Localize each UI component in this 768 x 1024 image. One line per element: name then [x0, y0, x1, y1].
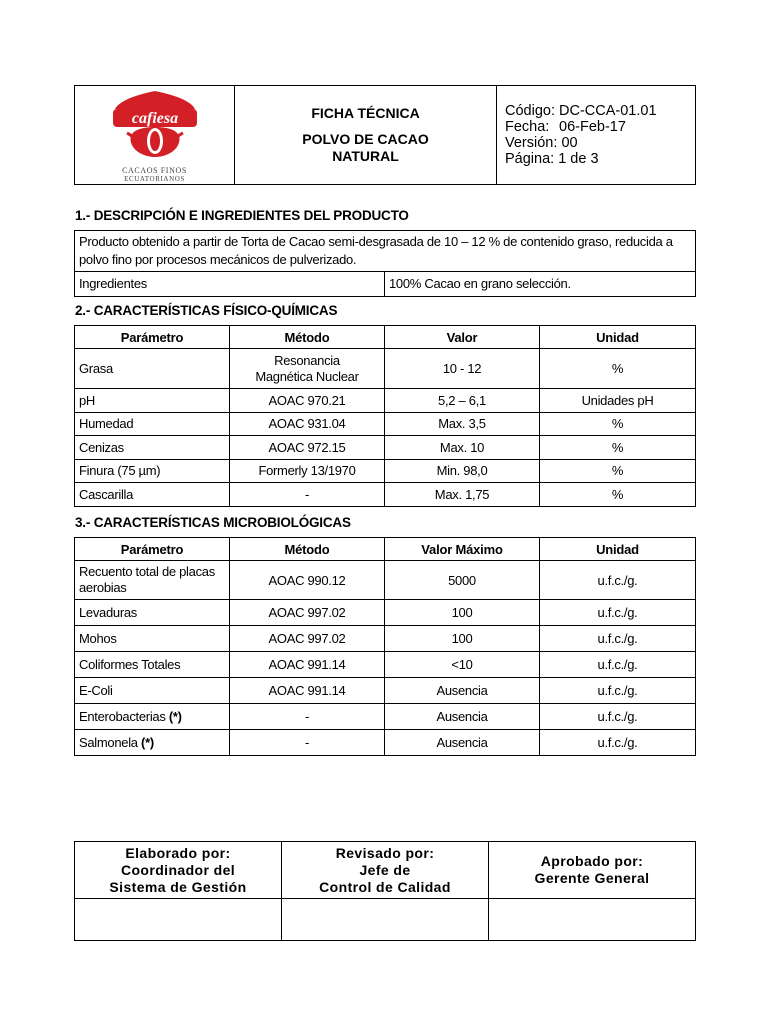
title-line-3: NATURAL	[332, 148, 399, 164]
cell: pH	[75, 389, 230, 413]
cell: 100	[385, 600, 540, 626]
cell: -	[230, 730, 385, 756]
cell: 10 - 12	[385, 349, 540, 389]
aprobado-signature-space	[489, 899, 696, 941]
cell: u.f.c./g.	[540, 600, 696, 626]
elaborado-cell	[75, 842, 282, 899]
table-row	[75, 678, 696, 704]
cell: 5,2 – 6,1	[385, 389, 540, 413]
cell: Ausencia	[385, 678, 540, 704]
document-header	[74, 85, 696, 185]
cell: %	[540, 412, 696, 436]
cell: Mohos	[75, 626, 230, 652]
cell: u.f.c./g.	[540, 678, 696, 704]
page-label: Página:	[505, 151, 555, 167]
cell: -	[230, 704, 385, 730]
table-row	[75, 652, 696, 678]
column-header: Valor Máximo	[385, 538, 540, 561]
table-row	[75, 389, 696, 413]
cell: AOAC 991.14	[230, 678, 385, 704]
revisado-role-2: Control de Calidad	[319, 878, 451, 895]
cell: AOAC 990.12	[230, 561, 385, 600]
cell: Formerly 13/1970	[230, 459, 385, 483]
microbiological-table	[74, 537, 696, 756]
cell: Ausencia	[385, 704, 540, 730]
aprobado-cell	[489, 842, 696, 899]
cell: Min. 98,0	[385, 459, 540, 483]
table-row	[75, 626, 696, 652]
company-logo	[105, 87, 205, 167]
code-value: DC-CCA-01.01	[559, 103, 657, 119]
parameter-name: Enterobacterias	[79, 709, 166, 724]
revisado-cell	[282, 842, 489, 899]
elaborado-role-1: Coordinador del	[120, 861, 236, 878]
cell: AOAC 997.02	[230, 600, 385, 626]
cell	[75, 730, 230, 756]
version-value: 00	[561, 135, 578, 151]
parameter-name: Salmonela	[79, 735, 138, 750]
code-label: Código:	[505, 103, 555, 119]
cell: Max. 10	[385, 436, 540, 460]
cell: Finura (75 µm)	[75, 459, 230, 483]
cell: u.f.c./g.	[540, 561, 696, 600]
elaborado-signature-space	[75, 899, 282, 941]
table-row	[75, 459, 696, 483]
cell: AOAC 970.21	[230, 389, 385, 413]
cell: -	[230, 483, 385, 507]
elaborado-label: Elaborado por:	[125, 844, 231, 861]
cell: AOAC 991.14	[230, 652, 385, 678]
logo-cell	[75, 86, 235, 185]
cell: Grasa	[75, 349, 230, 389]
section-3-title: 3.- CARACTERÍSTICAS MICROBIOLÓGICAS	[75, 515, 351, 530]
section-1-title: 1.- DESCRIPCIÓN E INGREDIENTES DEL PRODUCTO	[75, 208, 409, 223]
cell: Max. 3,5	[385, 412, 540, 436]
page-value: 1 de 3	[558, 151, 599, 167]
table-row	[75, 436, 696, 460]
column-header: Unidad	[540, 538, 696, 561]
table-row	[75, 600, 696, 626]
table-row	[75, 412, 696, 436]
cell: 100	[385, 626, 540, 652]
column-header: Método	[230, 326, 385, 349]
ingredients-value: 100% Cacao en grano selección.	[385, 272, 696, 297]
revisado-role-1: Jefe de	[359, 861, 411, 878]
cell: <10	[385, 652, 540, 678]
column-header: Unidad	[540, 326, 696, 349]
table-row	[75, 704, 696, 730]
date-label: Fecha:	[505, 119, 550, 135]
cell: Levaduras	[75, 600, 230, 626]
cell: AOAC 931.04	[230, 412, 385, 436]
ingredients-label: Ingredientes	[75, 272, 385, 297]
cell: u.f.c./g.	[540, 626, 696, 652]
physico-chemical-table	[74, 325, 696, 507]
signature-table	[74, 841, 696, 941]
table-row	[75, 349, 696, 389]
cell: %	[540, 349, 696, 389]
cell: Recuento total de placas aerobias	[75, 561, 230, 600]
version-label: Versión:	[505, 135, 558, 151]
footnote-marker: (*)	[168, 709, 182, 724]
document-title	[235, 86, 497, 185]
cell: %	[540, 483, 696, 507]
cell: u.f.c./g.	[540, 730, 696, 756]
cell: Cenizas	[75, 436, 230, 460]
cell: u.f.c./g.	[540, 652, 696, 678]
cell: 5000	[385, 561, 540, 600]
cell: AOAC 972.15	[230, 436, 385, 460]
table-row	[75, 561, 696, 600]
cell: Max. 1,75	[385, 483, 540, 507]
footnote-marker: (*)	[141, 735, 154, 750]
table-header-row	[75, 326, 696, 349]
cell: E-Coli	[75, 678, 230, 704]
column-header: Método	[230, 538, 385, 561]
table-header-row	[75, 538, 696, 561]
document-meta	[497, 86, 696, 185]
aprobado-label: Aprobado por:	[540, 853, 644, 869]
table-row	[75, 730, 696, 756]
aprobado-role-1: Gerente General	[534, 870, 650, 886]
column-header: Valor	[385, 326, 540, 349]
revisado-signature-space	[282, 899, 489, 941]
description-table	[74, 230, 696, 297]
cell: Cascarilla	[75, 483, 230, 507]
logo-tagline-1: CACAOS FINOS	[122, 166, 187, 175]
cell: Unidades pH	[540, 389, 696, 413]
cell: Ausencia	[385, 730, 540, 756]
cell: %	[540, 436, 696, 460]
cell: Coliformes Totales	[75, 652, 230, 678]
column-header: Parámetro	[75, 326, 230, 349]
cell: u.f.c./g.	[540, 704, 696, 730]
cell: %	[540, 459, 696, 483]
cell	[75, 704, 230, 730]
cell: Humedad	[75, 412, 230, 436]
section-2-title: 2.- CARACTERÍSTICAS FÍSICO-QUÍMICAS	[75, 303, 338, 318]
table-row	[75, 483, 696, 507]
cell: Resonancia Magnética Nuclear	[230, 349, 385, 389]
title-line-1: FICHA TÉCNICA	[311, 105, 420, 121]
column-header: Parámetro	[75, 538, 230, 561]
logo-brand: cafiesa	[131, 110, 178, 127]
date-value: 06-Feb-17	[559, 119, 626, 135]
cell: AOAC 997.02	[230, 626, 385, 652]
elaborado-role-2: Sistema de Gestión	[109, 878, 247, 895]
title-line-2: POLVO DE CACAO	[302, 131, 429, 147]
product-description: Producto obtenido a partir de Torta de Cacao semi-desgrasada de 10 – 12 % de contenido graso, reducida a polvo fino por procesos mecánicos de pulverizado.	[75, 231, 696, 272]
logo-tagline-2: ECUATORIANOS	[124, 175, 185, 183]
revisado-label: Revisado por:	[335, 844, 435, 861]
